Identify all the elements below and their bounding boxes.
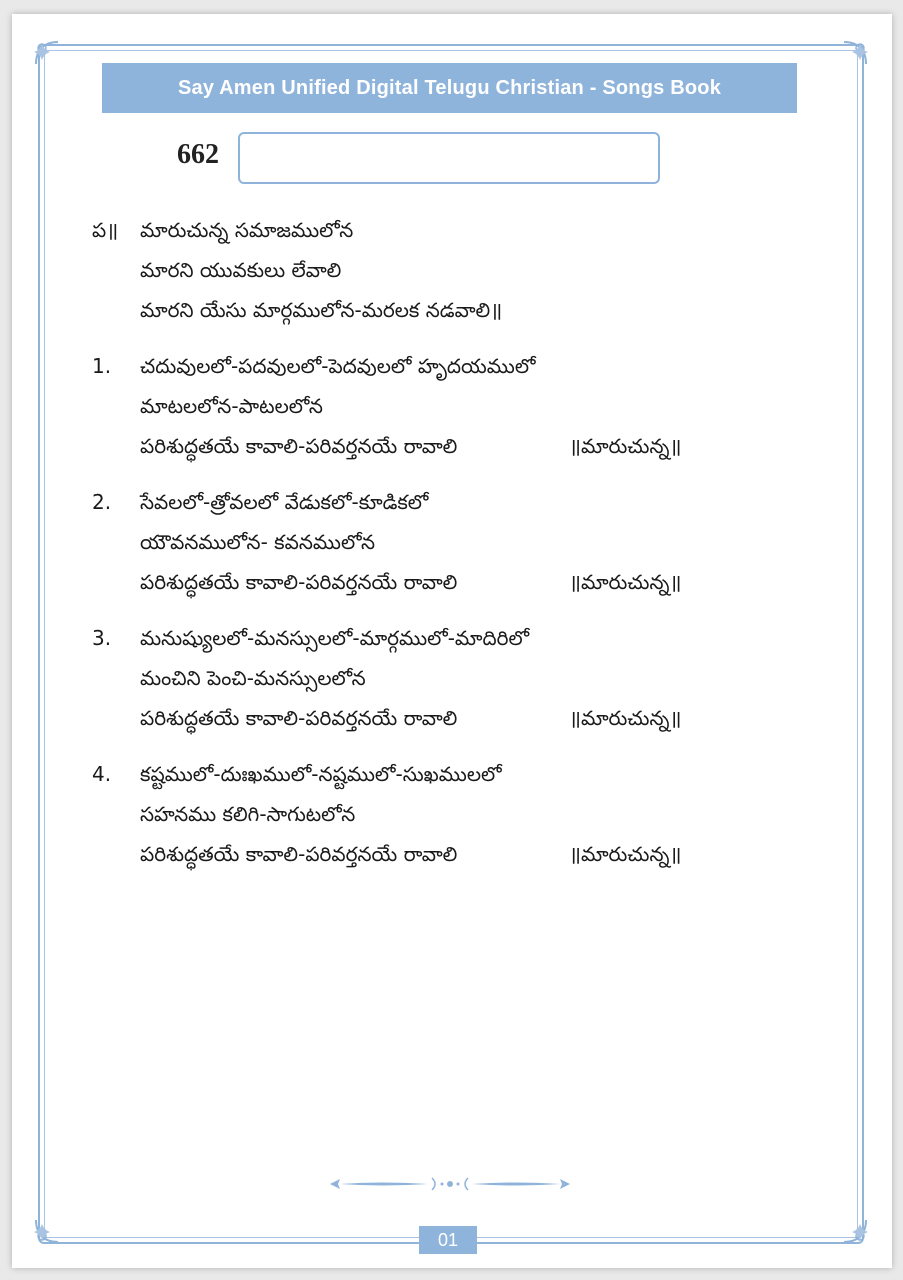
lyric-line (92, 426, 812, 466)
lyric-text: పరిశుద్ధతయే కావాలి-పరివర్తనయే రావాలి (140, 434, 458, 458)
lyric-text: పరిశుద్ధతయే కావాలి-పరివర్తనయే రావాలి (140, 842, 458, 866)
lyric-text: చదువులలో-పదవులలో-పెదవులలో హృదయములో (140, 354, 536, 378)
stanza-marker: 1. (92, 354, 112, 378)
lyric-line (92, 754, 812, 794)
song-lyrics (92, 210, 812, 890)
refrain-cue: ॥మారుచున్న॥ (569, 434, 682, 458)
lyric-text: మారుచున్న సమాజములోన (140, 218, 354, 242)
refrain-cue: ॥మారుచున్న॥ (569, 706, 682, 730)
lyric-text: కష్టములో-దుఃఖములో-నష్టములో-సుఖములలో (140, 762, 502, 786)
corner-flourish-icon (32, 1216, 62, 1246)
lyric-line (92, 618, 812, 658)
chorus-marker: ప॥ (92, 218, 119, 242)
lyric-line (92, 522, 812, 562)
corner-flourish-icon (840, 1216, 870, 1246)
lyric-text: పరిశుద్ధతయే కావాలి-పరివర్తనయే రావాలి (140, 570, 458, 594)
book-header (102, 63, 797, 113)
book-title: Say Amen Unified Digital Telugu Christian - Songs Book (177, 76, 722, 99)
lyric-line (92, 698, 812, 738)
lyric-line (92, 658, 812, 698)
lyric-text: పరిశుద్ధతయే కావాలి-పరివర్తనయే రావాలి (140, 706, 458, 730)
lyric-text: మంచిని పెంచి-మనస్సులలోన (140, 666, 366, 690)
lyric-line (92, 834, 812, 874)
corner-flourish-icon (840, 38, 870, 68)
lyric-line (92, 386, 812, 426)
stanza-marker: 4. (92, 762, 112, 786)
lyric-text: మాటలలోన-పాటలలోన (140, 394, 323, 418)
refrain-cue: ॥మారుచున్న॥ (569, 570, 682, 594)
stanza-1 (92, 346, 812, 466)
lyric-line (92, 210, 812, 250)
lyric-text: సేవలలో-త్రోవలలో వేడుకలో-కూడికలో (140, 490, 429, 514)
chorus (92, 210, 812, 330)
stanza-marker: 2. (92, 490, 112, 514)
lyric-line (92, 290, 812, 330)
lyric-text: మారని యేసు మార్గములోన-మరలక నడవాలి॥ (140, 298, 503, 322)
divider-ornament-icon (328, 1174, 572, 1194)
lyric-line (92, 250, 812, 290)
stanza-3 (92, 618, 812, 738)
lyric-text: యౌవనములోన- కవనములోన (140, 530, 376, 554)
lyric-text: మనుష్యులలో-మనస్సులలో-మార్గములో-మాదిరిలో (140, 626, 530, 650)
stanza-2 (92, 482, 812, 602)
lyric-text: మారని యువకులు లేవాలి (140, 258, 342, 282)
lyric-line (92, 482, 812, 522)
lyric-line (92, 794, 812, 834)
song-number: 662 (177, 139, 219, 170)
stanza-4 (92, 754, 812, 874)
lyric-text: సహనము కలిగి-సాగుటలోన (140, 802, 356, 826)
refrain-cue: ॥మారుచున్న॥ (569, 842, 682, 866)
song-page (12, 14, 892, 1268)
stanza-marker: 3. (92, 626, 112, 650)
song-title-box (238, 132, 660, 184)
lyric-line (92, 346, 812, 386)
corner-flourish-icon (32, 38, 62, 68)
lyric-line (92, 562, 812, 602)
page-number: 01 (419, 1226, 477, 1254)
